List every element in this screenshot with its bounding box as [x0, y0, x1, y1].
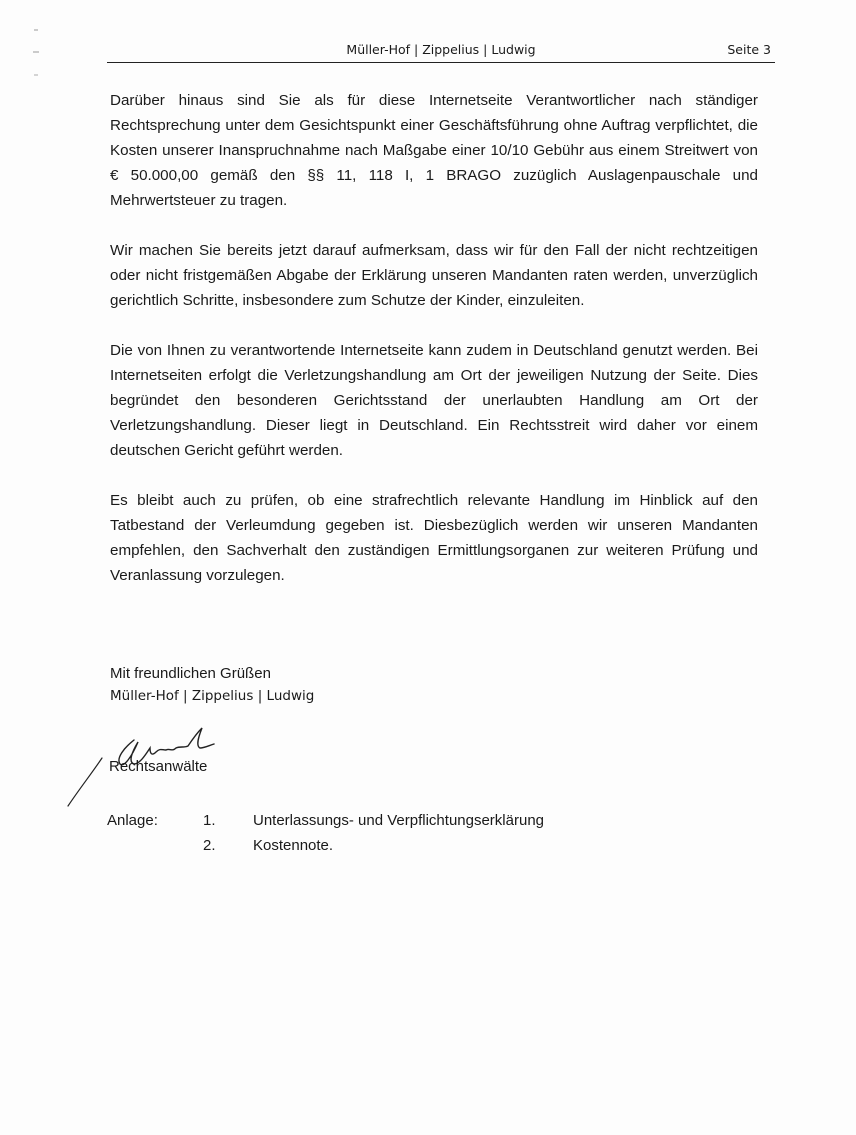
closing-greeting: Mit freundlichen Grüßen	[110, 665, 271, 682]
header-page-number: Seite 3	[727, 42, 771, 57]
closing-firm-name: Müller-Hof | Zippelius | Ludwig	[110, 688, 315, 704]
attachment-number: 1.	[203, 812, 216, 829]
page-header	[107, 40, 775, 63]
attachments-label: Anlage:	[107, 812, 158, 829]
closing-block	[110, 663, 314, 707]
paragraph-warning: Wir machen Sie bereits jetzt darauf aufmerksam, dass wir für den Fall der nicht rechtzeitigen oder nicht fristgemäßen Abgabe der Erklärung unseren Mandanten raten werden, unverzüglich gerichtlich Schritte, insbesondere zum Schutze der Kinder, einzuleiten.	[110, 242, 758, 309]
header-firm-name: Müller-Hof | Zippelius | Ludwig	[346, 42, 536, 57]
letter-body	[110, 88, 758, 613]
closing-role: Rechtsanwälte	[109, 758, 208, 775]
margin-marks	[30, 20, 50, 220]
paragraph-jurisdiction: Die von Ihnen zu verantwortende Internetseite kann zudem in Deutschland genutzt werden. Bei Internetseiten erfolgt die Verletzungshandlung am Ort der jeweiligen Nutzung der Seite. Dies begründet den besonderen Gerichtsstand der unerlaubten Handlung am Ort der Verletzungshandlung. Dieser liegt in Deutschland. Ein Rechtsstreit wird daher vor einem deutschen Gericht geführt werden.	[110, 342, 758, 459]
attachment-title: Kostennote.	[253, 837, 334, 854]
attachments-list	[203, 808, 683, 858]
attachment-title: Unterlassungs- und Verpflichtungserklärung	[253, 812, 544, 829]
paragraph-costs: Darüber hinaus sind Sie als für diese Internetseite Verantwortlicher nach ständiger Rechtsprechung unter dem Gesichtspunkt einer Geschäftsführung ohne Auftrag verpflichtet, die Kosten unserer Inanspruchnahme nach Maßgabe einer 10/10 Gebühr aus einem Streitwert von € 50.000,00 gemäß den §§ 11, 118 I, 1 BRAGO zuzüglich Auslagenpauschale und Mehrwertsteuer zu tragen.	[110, 92, 758, 209]
attachment-item	[203, 808, 683, 833]
attachment-number: 2.	[203, 837, 216, 854]
attachment-item	[203, 833, 683, 858]
paragraph-criminal: Es bleibt auch zu prüfen, ob eine strafrechtlich relevante Handlung im Hinblick auf den Tatbestand der Verleumdung gegeben ist. Diesbezüglich werden wir unseren Mandanten empfehlen, den Sachverhalt den zuständigen Ermittlungsorganen zur weiteren Prüfung und Veranlassung vorzulegen.	[110, 492, 758, 584]
